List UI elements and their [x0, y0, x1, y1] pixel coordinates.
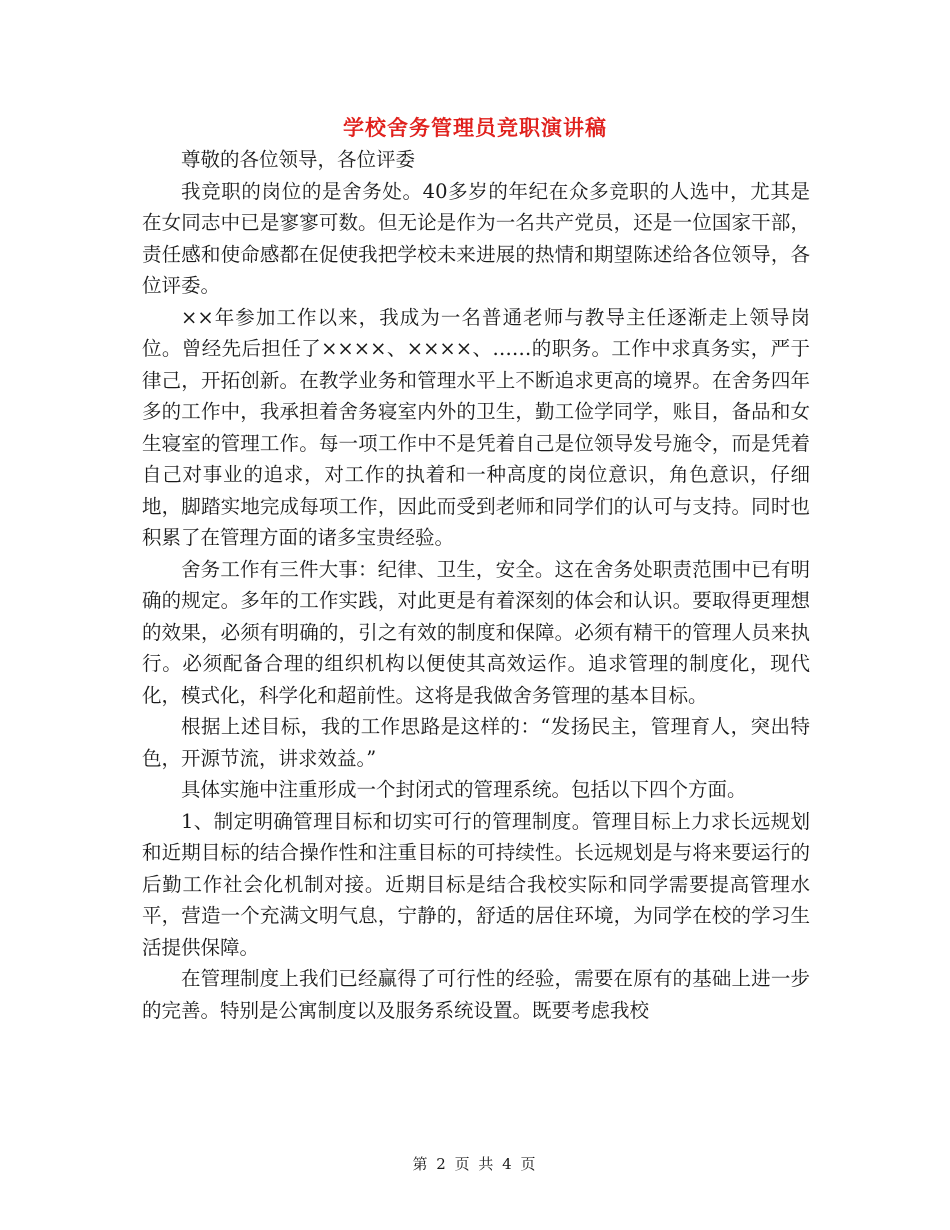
page-number-footer: 第 2 页 共 4 页 — [412, 1155, 538, 1173]
body-paragraph: 在管理制度上我们已经赢得了可行性的经验，需要在原有的基础上进一步的完善。特别是公寓制度以及服务系统设置。既要考虑我校 — [142, 967, 810, 1022]
body-paragraph: 根据上述目标，我的工作思路是这样的：“发扬民主，管理育人，突出特色，开源节流，讲求效益。” — [142, 715, 810, 770]
body-paragraph: ××年参加工作以来，我成为一名普通老师与教导主任逐渐走上领导岗位。曾经先后担任了××××、××××、……的职务。工作中求真务实，严于律己，开拓创新。在教学业务和管理水平上不断追求更高的境界。在舍务四年多的工作中，我承担着舍务寝室内外的卫生，勤工俭学同学，账目，备品和女生寝室的管理工作。每一项工作中不是凭着自己是位领导发号施令，而是凭着自己对事业的追求，对工作的执着和一种高度的岗位意识，角色意识，仔细地，脚踏实地完成每项工作，因此而受到老师和同学们的认可与支持。同时也积累了在管理方面的诸多宝贵经验。 — [142, 305, 810, 549]
body-paragraph: 1、制定明确管理目标和切实可行的管理制度。管理目标上力求长远规划和近期目标的结合操作性和注重目标的可持续性。长远规划是与将来要运行的后勤工作社会化机制对接。近期目标是结合我校实际和同学需要提高管理水平，营造一个充满文明气息，宁静的，舒适的居住环境，为同学在校的学习生活提供保障。 — [142, 809, 810, 959]
body-paragraph: 具体实施中注重形成一个封闭式的管理系统。包括以下四个方面。 — [181, 778, 747, 801]
salutation-paragraph: 尊敬的各位领导，各位评委 — [181, 148, 416, 171]
body-paragraph: 我竞职的岗位的是舍务处。40多岁的年纪在众多竞职的人选中，尤其是在女同志中已是寥寥可数。但无论是作为一名共产党员，还是一位国家干部，责任感和使命感都在促使我把学校未来进展的热情和期望陈述给各位领导，各位评委。 — [142, 179, 810, 297]
body-paragraph: 舍务工作有三件大事：纪律、卫生，安全。这在舍务处职责范围中已有明确的规定。多年的工作实践，对此更是有着深刻的体会和认识。要取得更理想的效果，必须有明确的，引之有效的制度和保障。必须有精干的管理人员来执行。必须配备合理的组织机构以便使其高效运作。追求管理的制度化，现代化，模式化，科学化和超前性。这将是我做舍务管理的基本目标。 — [142, 557, 810, 707]
document-title: 学校舍务管理员竞职演讲稿 — [343, 115, 607, 140]
document-body — [142, 144, 810, 1026]
